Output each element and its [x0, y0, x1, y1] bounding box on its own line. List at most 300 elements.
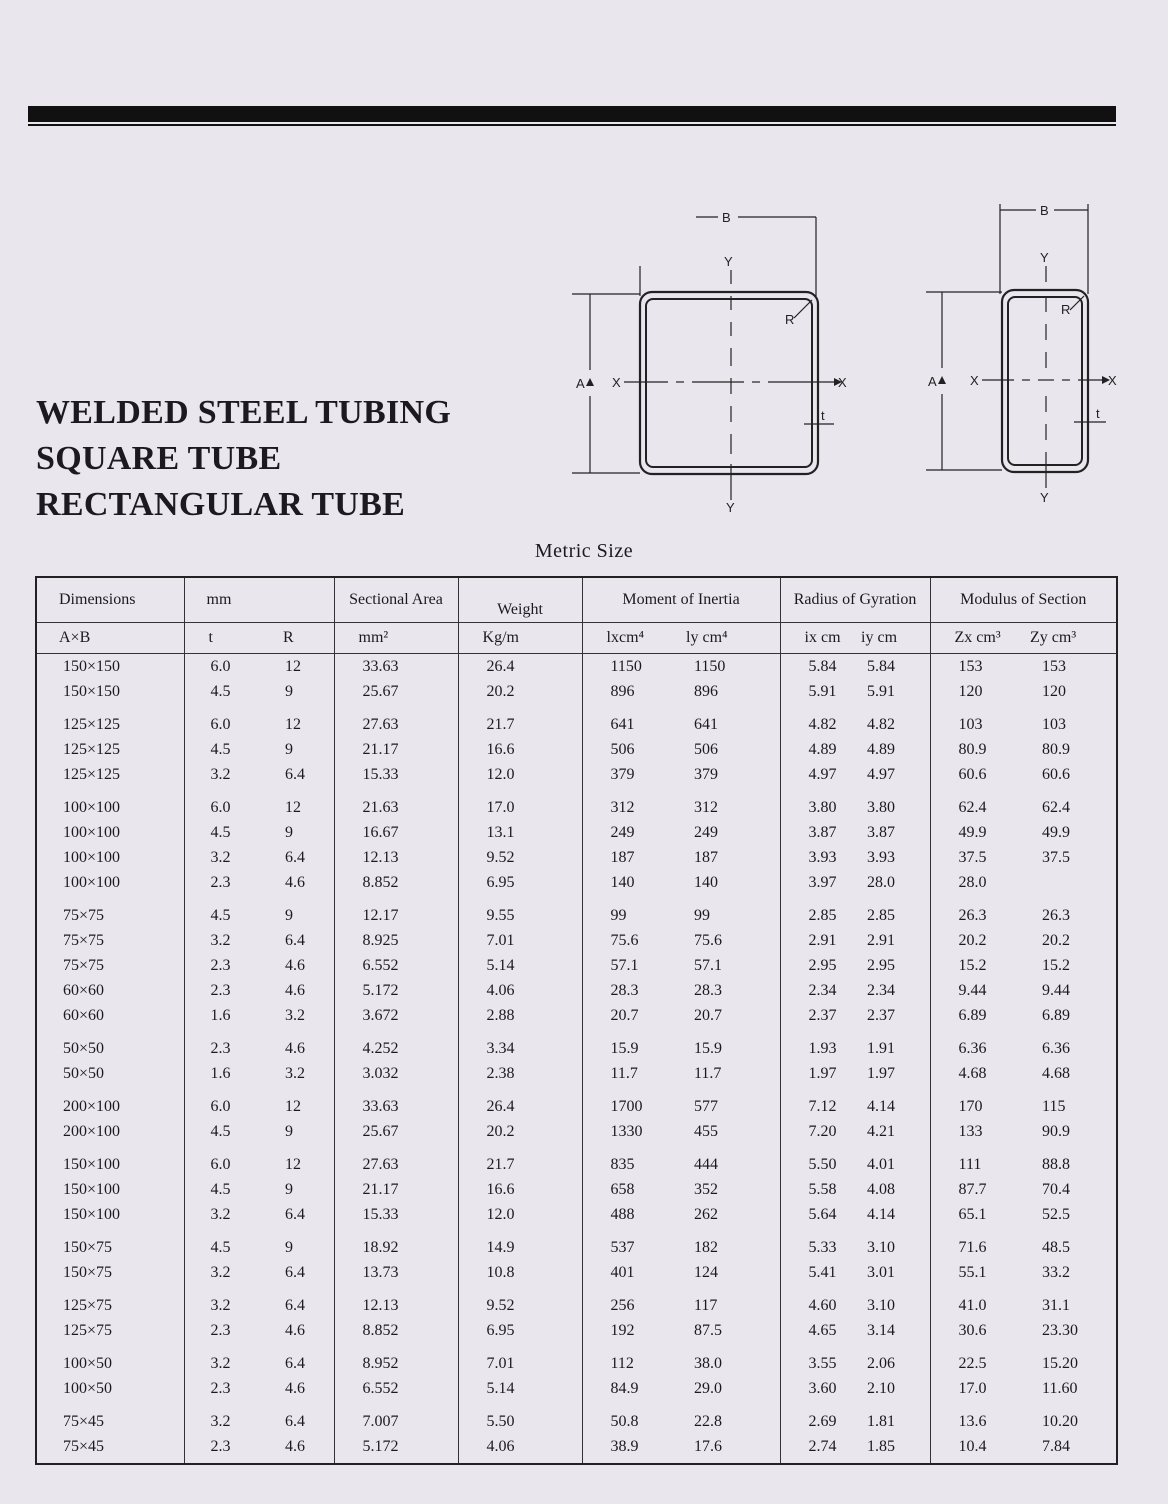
header-row-units	[36, 623, 1117, 654]
cell-zy: 11.60	[1042, 1380, 1078, 1397]
cell-ix: 99	[582, 895, 680, 928]
cell-ix: 896	[582, 679, 680, 704]
cell-rx: 4.60	[780, 1285, 855, 1318]
table-row	[36, 870, 1117, 895]
cell-r: 6.4	[285, 1355, 305, 1372]
cell-ry: 4.82	[867, 716, 896, 733]
cell-dim: 75×75	[36, 928, 184, 953]
rect-y-label-top: Y	[1040, 250, 1049, 265]
cell-w: 4.06	[458, 978, 582, 1003]
cell-ry: 2.10	[867, 1380, 896, 1397]
cell-rx: 7.12	[780, 1086, 855, 1119]
cell-rx: 2.95	[780, 953, 855, 978]
rect-y-label-bottom: Y	[1040, 490, 1049, 505]
cell-zy: 15.20	[1042, 1355, 1079, 1372]
cell-t: 2.3	[184, 1028, 259, 1061]
cell-r: 4.6	[285, 1438, 305, 1455]
cell-zx: 65.1	[930, 1202, 1024, 1227]
table-row	[36, 1401, 1117, 1434]
cell-ix: 15.9	[582, 1028, 680, 1061]
cell-r: 6.4	[285, 932, 305, 949]
cell-t: 2.3	[184, 978, 259, 1003]
cell-iy: 455	[694, 1123, 719, 1140]
cell-iy: 577	[694, 1098, 719, 1115]
cell-zy: 153	[1042, 658, 1067, 675]
cell-ry: 3.14	[867, 1322, 896, 1339]
cell-zy: 33.2	[1042, 1264, 1071, 1281]
cell-dim: 50×50	[36, 1061, 184, 1086]
cell-area: 21.17	[334, 1177, 458, 1202]
cell-area: 21.17	[334, 737, 458, 762]
cell-ry: 1.85	[867, 1438, 896, 1455]
cell-area: 7.007	[334, 1401, 458, 1434]
cell-area: 18.92	[334, 1227, 458, 1260]
cell-dim: 100×50	[36, 1376, 184, 1401]
cell-ix: 57.1	[582, 953, 680, 978]
table-row	[36, 953, 1117, 978]
cell-r: 12	[285, 1156, 301, 1173]
cell-iy: 75.6	[694, 932, 723, 949]
cell-zy: 7.84	[1042, 1438, 1071, 1455]
cell-zy: 4.68	[1042, 1065, 1071, 1082]
cell-area: 8.952	[334, 1343, 458, 1376]
cell-zy: 48.5	[1042, 1239, 1071, 1256]
cell-t: 4.5	[184, 820, 259, 845]
cell-area: 4.252	[334, 1028, 458, 1061]
unit-r: R	[259, 623, 334, 654]
cell-area: 6.552	[334, 1376, 458, 1401]
cell-ry: 3.01	[867, 1264, 896, 1281]
table-row	[36, 704, 1117, 737]
cell-ix: 379	[582, 762, 680, 787]
cell-r: 9	[285, 683, 293, 700]
cell-dim: 125×125	[36, 704, 184, 737]
cell-w: 12.0	[458, 1202, 582, 1227]
cell-rx: 3.97	[780, 870, 855, 895]
cell-dim: 125×75	[36, 1318, 184, 1343]
cell-rx: 2.85	[780, 895, 855, 928]
cell-rx: 5.64	[780, 1202, 855, 1227]
spec-table	[35, 576, 1118, 1465]
cell-rx: 5.50	[780, 1144, 855, 1177]
cell-w: 6.95	[458, 870, 582, 895]
cell-ry: 1.81	[867, 1413, 896, 1430]
unit-zx: Zx cm³	[930, 623, 1024, 654]
cell-r: 12	[285, 658, 301, 675]
cell-iy: 57.1	[694, 957, 723, 974]
table-row	[36, 1119, 1117, 1144]
cell-zx: 133	[930, 1119, 1024, 1144]
cell-w: 2.88	[458, 1003, 582, 1028]
cell-ry: 1.97	[867, 1065, 896, 1082]
table-row	[36, 1028, 1117, 1061]
cell-r: 6.4	[285, 1413, 305, 1430]
cell-area: 33.63	[334, 1086, 458, 1119]
cell-dim: 150×100	[36, 1202, 184, 1227]
cell-zy: 120	[1042, 683, 1067, 700]
cell-r: 12	[285, 716, 301, 733]
cell-t: 1.6	[184, 1061, 259, 1086]
rect-t-label: t	[1096, 406, 1100, 421]
cell-ix: 312	[582, 787, 680, 820]
cell-ix: 506	[582, 737, 680, 762]
cell-ry: 4.89	[867, 741, 896, 758]
cell-zx: 26.3	[930, 895, 1024, 928]
cell-rx: 5.41	[780, 1260, 855, 1285]
cell-r: 12	[285, 1098, 301, 1115]
cell-t: 3.2	[184, 928, 259, 953]
cell-zx: 22.5	[930, 1343, 1024, 1376]
top-rule-thin	[28, 124, 1116, 126]
cell-r: 9	[285, 1123, 293, 1140]
cell-r: 6.4	[285, 849, 305, 866]
cell-ry: 4.21	[867, 1123, 896, 1140]
unit-ry: iy cm	[855, 623, 930, 654]
cell-zx: 71.6	[930, 1227, 1024, 1260]
rect-r-label: R	[1061, 302, 1071, 317]
cell-w: 9.55	[458, 895, 582, 928]
cell-r: 6.4	[285, 1206, 305, 1223]
cell-zy: 52.5	[1042, 1206, 1071, 1223]
cell-zx: 20.2	[930, 928, 1024, 953]
cell-area: 27.63	[334, 704, 458, 737]
table-row	[36, 679, 1117, 704]
cell-dim: 100×100	[36, 820, 184, 845]
table-row	[36, 1202, 1117, 1227]
cell-zy: 26.3	[1042, 907, 1071, 924]
cell-iy: 1150	[694, 658, 726, 675]
table-row	[36, 1434, 1117, 1464]
cell-area: 12.17	[334, 895, 458, 928]
cell-area: 8.852	[334, 1318, 458, 1343]
cell-t: 6.0	[184, 654, 259, 680]
cell-r: 4.6	[285, 982, 305, 999]
cell-r: 9	[285, 1239, 293, 1256]
cell-dim: 150×150	[36, 654, 184, 680]
unit-weight: Kg/m	[458, 623, 582, 654]
cell-iy: 15.9	[694, 1040, 723, 1057]
cell-ry: 28.0	[867, 874, 896, 891]
cell-iy: 38.0	[694, 1355, 723, 1372]
cell-ix: 38.9	[582, 1434, 680, 1464]
header-dimensions: Dimensions	[59, 591, 136, 608]
rect-x-label-right: X	[1108, 373, 1117, 388]
cell-w: 10.8	[458, 1260, 582, 1285]
unit-zy: Zy cm³	[1024, 623, 1117, 654]
table-row	[36, 1177, 1117, 1202]
header-modulus-of-section: Modulus of Section	[930, 577, 1117, 623]
cell-dim: 150×75	[36, 1227, 184, 1260]
cell-ix: 1150	[582, 654, 680, 680]
cell-zx: 60.6	[930, 762, 1024, 787]
rect-a-label: A	[928, 374, 937, 389]
table-row	[36, 1003, 1117, 1028]
table-row	[36, 1318, 1117, 1343]
rect-b-label: B	[1040, 203, 1049, 218]
rectangular-tube-diagram	[922, 200, 1122, 510]
cell-zx: 55.1	[930, 1260, 1024, 1285]
cell-zy: 90.9	[1042, 1123, 1071, 1140]
cell-iy: 641	[694, 716, 719, 733]
cell-zx: 28.0	[930, 870, 1024, 895]
table-row	[36, 895, 1117, 928]
cell-iy: 28.3	[694, 982, 723, 999]
rect-x-label-left: X	[970, 373, 979, 388]
cell-ix: 641	[582, 704, 680, 737]
table-row	[36, 737, 1117, 762]
cell-zy: 115	[1042, 1098, 1066, 1115]
cell-w: 3.34	[458, 1028, 582, 1061]
cell-ry: 2.34	[867, 982, 896, 999]
title-block	[36, 390, 451, 528]
cell-w: 14.9	[458, 1227, 582, 1260]
cell-zx: 30.6	[930, 1318, 1024, 1343]
cell-w: 26.4	[458, 1086, 582, 1119]
cell-ry: 4.14	[867, 1098, 896, 1115]
cell-rx: 2.34	[780, 978, 855, 1003]
table-row	[36, 820, 1117, 845]
cell-area: 8.852	[334, 870, 458, 895]
cell-zy: 80.9	[1042, 741, 1071, 758]
unit-rx: ix cm	[780, 623, 855, 654]
cell-iy: 506	[694, 741, 719, 758]
cell-dim: 100×100	[36, 787, 184, 820]
cell-rx: 3.80	[780, 787, 855, 820]
table-row	[36, 1086, 1117, 1119]
header-weight: Weight	[458, 577, 582, 623]
cell-rx: 3.93	[780, 845, 855, 870]
cell-w: 16.6	[458, 1177, 582, 1202]
cell-rx: 5.58	[780, 1177, 855, 1202]
cell-r: 6.4	[285, 1297, 305, 1314]
cell-zy: 6.36	[1042, 1040, 1071, 1057]
cell-dim: 100×50	[36, 1343, 184, 1376]
cell-w: 6.95	[458, 1318, 582, 1343]
cell-t: 4.5	[184, 1119, 259, 1144]
cell-w: 5.14	[458, 953, 582, 978]
cell-zx: 37.5	[930, 845, 1024, 870]
cell-iy: 29.0	[694, 1380, 723, 1397]
table-row	[36, 928, 1117, 953]
table-row	[36, 845, 1117, 870]
cell-ry: 1.91	[867, 1040, 896, 1057]
top-rule	[28, 106, 1116, 122]
cell-area: 8.925	[334, 928, 458, 953]
cell-w: 17.0	[458, 787, 582, 820]
cell-t: 3.2	[184, 1285, 259, 1318]
cell-rx: 2.91	[780, 928, 855, 953]
cell-area: 5.172	[334, 978, 458, 1003]
cell-w: 20.2	[458, 679, 582, 704]
cell-area: 3.032	[334, 1061, 458, 1086]
cell-ix: 20.7	[582, 1003, 680, 1028]
cell-area: 25.67	[334, 1119, 458, 1144]
cell-iy: 20.7	[694, 1007, 723, 1024]
cell-t: 3.2	[184, 1260, 259, 1285]
cell-dim: 75×75	[36, 953, 184, 978]
cell-r: 12	[285, 799, 301, 816]
cell-t: 3.2	[184, 1202, 259, 1227]
cell-t: 2.3	[184, 1318, 259, 1343]
cell-w: 21.7	[458, 704, 582, 737]
cell-zx: 120	[930, 679, 1024, 704]
cell-zx: 62.4	[930, 787, 1024, 820]
cell-r: 9	[285, 824, 293, 841]
cell-ix: 256	[582, 1285, 680, 1318]
cell-ix: 835	[582, 1144, 680, 1177]
header-mm: mm	[184, 577, 334, 623]
cell-zy: 70.4	[1042, 1181, 1071, 1198]
cell-dim: 100×100	[36, 870, 184, 895]
cell-rx: 2.37	[780, 1003, 855, 1028]
cell-rx: 7.20	[780, 1119, 855, 1144]
cell-dim: 60×60	[36, 978, 184, 1003]
cell-zx: 6.36	[930, 1028, 1024, 1061]
cell-ry: 3.10	[867, 1297, 896, 1314]
cell-w: 16.6	[458, 737, 582, 762]
cell-area: 3.672	[334, 1003, 458, 1028]
cell-area: 25.67	[334, 679, 458, 704]
cell-zy: 49.9	[1042, 824, 1071, 841]
table-row	[36, 654, 1117, 680]
cell-r: 9	[285, 907, 293, 924]
unit-area: mm²	[334, 623, 458, 654]
table-row	[36, 1144, 1117, 1177]
cell-zx: 80.9	[930, 737, 1024, 762]
cell-dim: 75×45	[36, 1434, 184, 1464]
cell-ix: 488	[582, 1202, 680, 1227]
cell-ry: 4.01	[867, 1156, 896, 1173]
cell-w: 13.1	[458, 820, 582, 845]
header-sectional-area: Sectional Area	[334, 577, 458, 623]
cell-dim: 125×125	[36, 762, 184, 787]
cell-t: 1.6	[184, 1003, 259, 1028]
cell-ry: 3.80	[867, 799, 896, 816]
cell-zy: 23.30	[1042, 1322, 1079, 1339]
cell-rx: 3.87	[780, 820, 855, 845]
cell-r: 9	[285, 1181, 293, 1198]
cell-ix: 84.9	[582, 1376, 680, 1401]
cell-rx: 4.89	[780, 737, 855, 762]
cell-ix: 11.7	[582, 1061, 680, 1086]
header-row-groups	[36, 577, 1117, 623]
cell-ry: 2.85	[867, 907, 896, 924]
cell-w: 26.4	[458, 654, 582, 680]
header-moment-of-inertia: Moment of Inertia	[582, 577, 780, 623]
cell-area: 16.67	[334, 820, 458, 845]
cell-zx: 9.44	[930, 978, 1024, 1003]
cell-t: 4.5	[184, 679, 259, 704]
cell-ry: 4.97	[867, 766, 896, 783]
cell-ry: 5.91	[867, 683, 896, 700]
cell-w: 2.38	[458, 1061, 582, 1086]
cell-rx: 3.55	[780, 1343, 855, 1376]
cell-ix: 537	[582, 1227, 680, 1260]
cell-area: 12.13	[334, 1285, 458, 1318]
cell-ix: 187	[582, 845, 680, 870]
cell-rx: 2.74	[780, 1434, 855, 1464]
cell-t: 6.0	[184, 704, 259, 737]
cell-ry: 2.91	[867, 932, 896, 949]
cell-area: 15.33	[334, 1202, 458, 1227]
cell-t: 3.2	[184, 1343, 259, 1376]
cell-zy: 20.2	[1042, 932, 1071, 949]
cell-zx: 13.6	[930, 1401, 1024, 1434]
cell-iy: 182	[694, 1239, 719, 1256]
square-t-label: t	[821, 408, 825, 423]
cell-w: 9.52	[458, 845, 582, 870]
square-y-label-bottom: Y	[726, 500, 735, 515]
cell-zx: 6.89	[930, 1003, 1024, 1028]
cell-dim: 50×50	[36, 1028, 184, 1061]
cell-zx: 41.0	[930, 1285, 1024, 1318]
table-row	[36, 1260, 1117, 1285]
spec-table-body	[36, 654, 1117, 1465]
cell-r: 4.6	[285, 874, 305, 891]
cell-ix: 50.8	[582, 1401, 680, 1434]
cell-iy: 140	[694, 874, 719, 891]
cell-r: 4.6	[285, 957, 305, 974]
cell-rx: 5.91	[780, 679, 855, 704]
cell-dim: 60×60	[36, 1003, 184, 1028]
cell-iy: 117	[694, 1297, 718, 1314]
cell-iy: 187	[694, 849, 719, 866]
title-line-3: RECTANGULAR TUBE	[36, 486, 406, 523]
cell-t: 2.3	[184, 953, 259, 978]
subtitle: Metric Size	[534, 540, 634, 562]
cell-zy: 62.4	[1042, 799, 1071, 816]
cell-zy: 15.2	[1042, 957, 1071, 974]
cell-iy: 352	[694, 1181, 719, 1198]
cell-rx: 4.82	[780, 704, 855, 737]
table-row	[36, 1376, 1117, 1401]
cell-iy: 87.5	[694, 1322, 723, 1339]
cell-zx: 4.68	[930, 1061, 1024, 1086]
cell-area: 15.33	[334, 762, 458, 787]
square-x-label-right: X	[838, 375, 847, 390]
cell-zx: 87.7	[930, 1177, 1024, 1202]
cell-w: 7.01	[458, 928, 582, 953]
cell-dim: 150×150	[36, 679, 184, 704]
cell-area: 21.63	[334, 787, 458, 820]
cell-iy: 262	[694, 1206, 719, 1223]
header-radius-of-gyration: Radius of Gyration	[780, 577, 930, 623]
cell-rx: 2.69	[780, 1401, 855, 1434]
cell-ry: 2.06	[867, 1355, 896, 1372]
cell-ry: 4.08	[867, 1181, 896, 1198]
cell-zy: 9.44	[1042, 982, 1071, 999]
square-x-label-left: X	[612, 375, 621, 390]
cell-ix: 1700	[582, 1086, 680, 1119]
cell-w: 9.52	[458, 1285, 582, 1318]
cell-iy: 896	[694, 683, 719, 700]
cell-zx: 153	[930, 654, 1024, 680]
cell-zx: 49.9	[930, 820, 1024, 845]
cell-dim: 200×100	[36, 1119, 184, 1144]
cell-zy: 103	[1042, 716, 1067, 733]
unit-ix: lxcm⁴	[582, 623, 680, 654]
table-row	[36, 787, 1117, 820]
cell-area: 27.63	[334, 1144, 458, 1177]
cell-rx: 3.60	[780, 1376, 855, 1401]
cell-iy: 11.7	[694, 1065, 722, 1082]
cell-iy: 312	[694, 799, 719, 816]
cell-t: 2.3	[184, 870, 259, 895]
cell-ix: 249	[582, 820, 680, 845]
cell-ry: 2.37	[867, 1007, 896, 1024]
table-row	[36, 762, 1117, 787]
cell-zx: 111	[930, 1144, 1024, 1177]
